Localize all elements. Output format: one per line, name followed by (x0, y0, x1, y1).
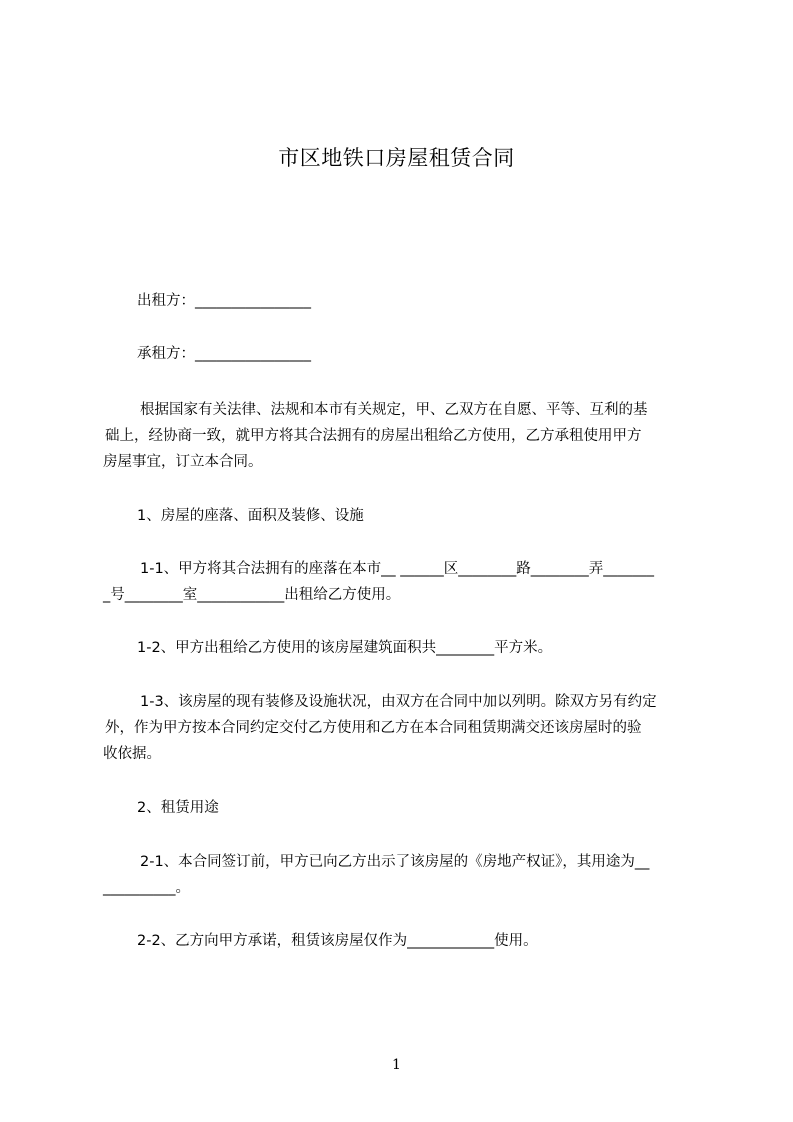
clause-1-3-line-1: 1-3、该房屋的现有装修及设施状况，由双方在合同中加以列明。除双方另有约定 (140, 694, 657, 710)
lessee-line: 承租方：________________ (137, 346, 311, 362)
document-title: 市区地铁口房屋租赁合同 (278, 146, 515, 170)
intro-paragraph-line-2: 础上，经协商一致，就甲方将其合法拥有的房屋出租给乙方使用，乙方承租使用甲方 (105, 428, 642, 444)
clause-2-1-line-2: __________。 (103, 880, 190, 896)
lessor-line: 出租方：________________ (137, 293, 311, 309)
clause-2-2: 2-2、乙方向甲方承诺，租赁该房屋仅作为____________使用。 (137, 933, 538, 949)
intro-paragraph-line-3: 房屋事宜，订立本合同。 (103, 454, 263, 470)
intro-paragraph-line-1: 根据国家有关法律、法规和本市有关规定，甲、乙双方在自愿、平等、互利的基 (140, 402, 648, 418)
clause-1-3-line-3: 收依据。 (103, 746, 161, 762)
clause-2-1-line-1: 2-1、本合同签订前，甲方已向乙方出示了该房屋的《房地产权证》，其用途为__ (140, 854, 650, 870)
section-1-heading: 1、房屋的座落、面积及装修、设施 (137, 508, 364, 524)
clause-1-1-line-2: _号________室____________出租给乙方使用。 (103, 587, 401, 603)
clause-1-1-line-1: 1-1、甲方将其合法拥有的座落在本市__ ______区________路________弄_______ (140, 561, 655, 577)
clause-1-2: 1-2、甲方出租给乙方使用的该房屋建筑面积共________平方米。 (137, 640, 553, 656)
clause-1-3-line-2: 外，作为甲方按本合同约定交付乙方使用和乙方在本合同租赁期满交还该房屋时的验 (105, 720, 642, 736)
page-number: 1 (392, 1057, 401, 1073)
section-2-heading: 2、租赁用途 (137, 800, 219, 816)
